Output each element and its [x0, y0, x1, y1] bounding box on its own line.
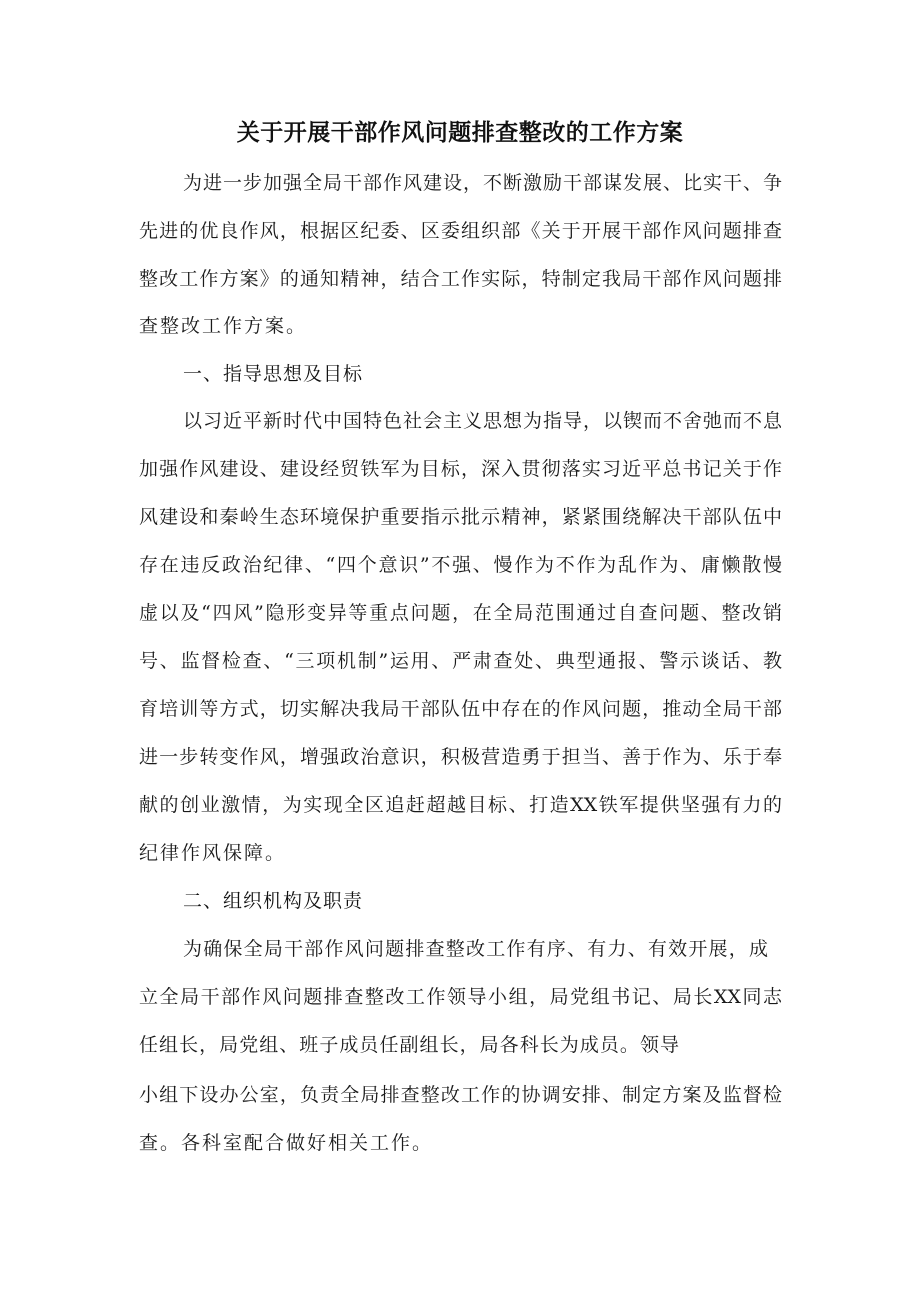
- paragraph-line: 号、监督检查、“三项机制”运用、严肃查处、典型通报、警示谈话、教: [139, 650, 782, 672]
- paragraph-line: 为进一步加强全局干部作风建设，不断激励干部谋发展、比实干、争: [183, 172, 782, 194]
- paragraph-line: 存在违反政治纪律、“四个意识”不强、慢作为不作为乱作为、庸懒散慢: [139, 554, 782, 576]
- section-heading-1: 一、指导思想及目标: [183, 363, 364, 385]
- paragraph-line: 加强作风建设、建设经贸铁军为目标，深入贯彻落实习近平总书记关于作: [139, 458, 782, 480]
- paragraph-line: 任组长，局党组、班子成员任副组长，局各科长为成员。领导: [139, 1034, 679, 1056]
- document-title: 关于开展干部作风问题排查整改的工作方案: [236, 120, 684, 146]
- paragraph-line: 献的创业激情，为实现全区追赶超越目标、打造XX铁军提供坚强有力的: [139, 794, 782, 816]
- paragraph-line: 立全局干部作风问题排查整改工作领导小组，局党组书记、局长XX同志: [139, 986, 782, 1008]
- paragraph-line: 风建设和秦岭生态环境保护重要指示批示精神，紧紧围绕解决干部队伍中: [139, 506, 782, 528]
- paragraph-line: 纪律作风保障。: [139, 842, 287, 864]
- paragraph-line: 小组下设办公室，负责全局排查整改工作的协调安排、制定方案及监督检: [139, 1084, 782, 1106]
- paragraph-line: 虚以及“四风”隐形变异等重点问题，在全局范围通过自查问题、整改销: [139, 602, 782, 624]
- section-heading-2: 二、组织机构及职责: [183, 890, 364, 912]
- paragraph-line: 以习近平新时代中国特色社会主义思想为指导，以锲而不舍弛而不息: [183, 410, 782, 432]
- paragraph-line: 进一步转变作风，增强政治意识，积极营造勇于担当、善于作为、乐于奉: [139, 746, 782, 768]
- paragraph-line: 育培训等方式，切实解决我局干部队伍中存在的作风问题，推动全局干部: [139, 698, 782, 720]
- paragraph-line: 整改工作方案》的通知精神，结合工作实际，特制定我局干部作风问题排: [139, 268, 782, 290]
- paragraph-line: 先进的优良作风，根据区纪委、区委组织部《关于开展干部作风问题排查: [139, 220, 782, 242]
- paragraph-line: 为确保全局干部作风问题排查整改工作有序、有力、有效开展，成: [183, 938, 768, 960]
- paragraph-line: 查。各科室配合做好相关工作。: [139, 1132, 434, 1154]
- paragraph-line: 查整改工作方案。: [139, 315, 308, 337]
